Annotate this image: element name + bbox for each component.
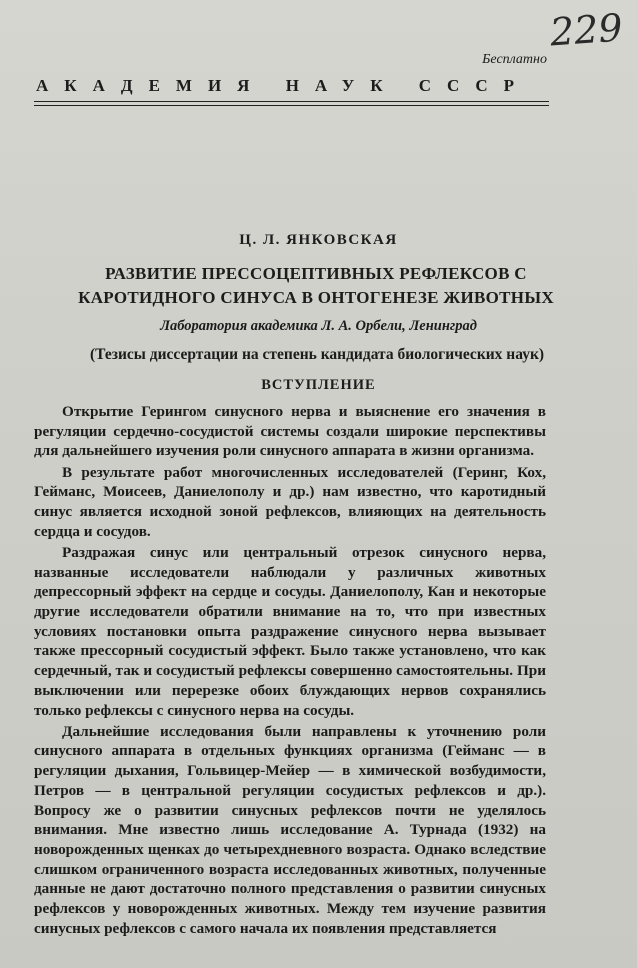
section-heading: ВСТУПЛЕНИЕ	[261, 377, 376, 393]
academy-header: АКАДЕМИЯ НАУК СССР	[36, 76, 530, 95]
paragraph: Открытие Герингом синусного нерва и выяснение его значения в регуляции сердечно-сосудистой системы создали широкие перспективы для дальнейшего изучения роли синусного аппарата в жизни организма.	[34, 403, 546, 460]
laboratory-affiliation: Лаборатория академика Л. А. Орбели, Ленинград	[160, 318, 477, 334]
header-rule	[34, 101, 549, 102]
paragraph: Раздражая синус или центральный отрезок синусного нерва, названные исследователи наблюдали у различных животных депрессорный эффект на сердце и сосуды. Даниелополу, Кан и некоторые другие исследователи обратили внимание на то, что при известных условиях постановки опыта раздражение синусного нерва вызывает также прессорный сосудистый эффект. Было также установлено, что как сердечный, так и сосудистый рефлексы совершенно самостоятельны. При выключении или перерезке обоих блуждающих нервов сохранялись только рефлексы с синусного нерва на сосуды.	[34, 543, 546, 719]
article-title: РАЗВИТИЕ ПРЕССОЦЕПТИВНЫХ РЕФЛЕКСОВ С КАРОТИДНОГО СИНУСА В ОНТОГЕНЕЗЕ ЖИВОТНЫХ	[78, 264, 554, 307]
header-rule-thin	[34, 105, 549, 106]
author-name: Ц. Л. ЯНКОВСКАЯ	[239, 232, 398, 248]
paragraph: Дальнейшие исследования были направлены к уточнению роли синусного аппарата в отдельных функциях организма (Гейманс — в регуляции дыхания, Гольвицер-Мейер — в химической возбудимости, Петров — в центральной регуляции сосудистых рефлексов и др.). Вопросу же о развитии синусных рефлексов почти не уделялось внимания. Мне известно лишь исследование А. Турнада (1932) на новорожденных щенках до четырехдневного возраста. Однако вследствие слишком ограниченного возраста исследованных животных, полученные данные не дают достаточно полного представления о развитии синусных рефлексов у новорожденных животных. Между тем изучение развития синусных рефлексов с самого начала их появления представляется	[34, 722, 546, 937]
thesis-note: (Тезисы диссертации на степень кандидата биологических наук)	[89, 346, 545, 363]
article-body	[34, 402, 546, 940]
handwritten-page-number: 229	[549, 5, 625, 55]
free-label: Бесплатно	[482, 52, 547, 67]
paragraph: В результате работ многочисленных исследователей (Геринг, Кох, Гейманс, Моисеев, Даниелополу и др.) нам известно, что каротидный синус является исходной зоной рефлексов, влияющих на деятельность сердца и сосудов.	[34, 463, 546, 540]
